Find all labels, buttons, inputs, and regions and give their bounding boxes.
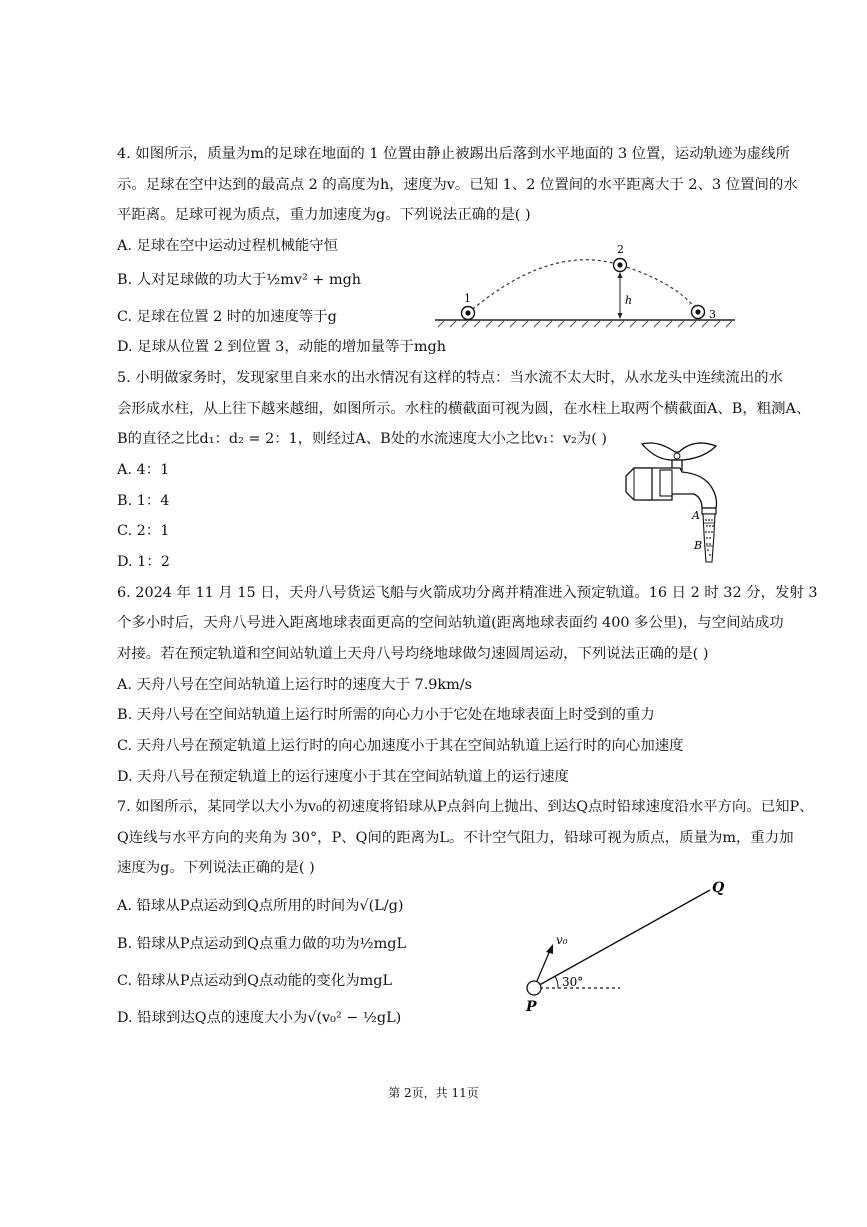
q6-option-b: B. 天舟八号在空间站轨道上运行时所需的向心力小于它处在地球表面上时受到的重力 xyxy=(117,707,655,723)
q7-shot-put-figure xyxy=(520,878,735,1018)
q7-stem-line-3: 速度为g。下列说法正确的是( ) xyxy=(117,860,315,876)
q4-stem-line-1: 4. 如图所示，质量为m的足球在地面的 1 位置由静止被踢出后落到水平地面的 3 位置，运动轨迹为虚线所 xyxy=(117,146,790,162)
ball-position-1 xyxy=(462,307,475,320)
q5-stem-line-1: 5. 小明做家务时，发现家里自来水的出水情况有这样的特点：当水流不太大时，从水龙头中连续流出的水 xyxy=(117,370,783,386)
q7-stem-line-2: Q连线与水平方向的夹角为 30°，P、Q间的距离为L。不计空气阻力，铅球可视为质点，质量为m，重力加 xyxy=(117,830,794,846)
q5-option-d: D. 1：2 xyxy=(117,554,170,570)
ball-position-2 xyxy=(614,259,627,272)
q6-option-a: A. 天舟八号在空间站轨道上运行时的速度大于 7.9km/s xyxy=(117,677,473,693)
q4-option-d: D. 足球从位置 2 到位置 3，动能的增加量等于mgh xyxy=(117,339,446,355)
q6-stem-line-3: 对接。若在预定轨道和空间站轨道上天舟八号均绕地球做匀速圆周运动，下列说法正确的是( ) xyxy=(117,646,709,662)
ball-position-3 xyxy=(692,306,705,319)
q7-option-c: C. 铅球从P点运动到Q点动能的变化为mgL xyxy=(117,973,393,989)
q5-stem-line-2: 会形成水柱，从上往下越来越细，如图所示。水柱的横截面可视为圆，在水柱上取两个横截面A、B，粗测A、 xyxy=(117,401,811,417)
q4-trajectory-figure xyxy=(430,238,740,328)
q5-faucet-figure xyxy=(620,438,732,566)
page-footer: 第 2页，共 11页 xyxy=(388,1086,479,1100)
q7-option-d: D. 铅球到达Q点的速度大小为√(v₀² − ½gL) xyxy=(117,1010,402,1026)
q6-option-c: C. 天舟八号在预定轨道上运行时的向心加速度小于其在空间站轨道上运行时的向心加速度 xyxy=(117,738,684,754)
label-q: Q xyxy=(712,880,725,896)
q4-option-a: A. 足球在空中运动过程机械能守恒 xyxy=(117,238,339,254)
label-angle: 30° xyxy=(562,975,584,989)
q5-option-c: C. 2：1 xyxy=(117,523,170,539)
label-b: B xyxy=(694,539,703,552)
q4-stem-line-3: 平距离。足球可视为质点，重力加速度为g。下列说法正确的是( ) xyxy=(117,207,531,223)
q5-stem-line-3: B的直径之比d₁：d₂ = 2：1，则经过A、B处的水流速度大小之比v₁：v₂为( ) xyxy=(117,431,607,447)
q7-option-b: B. 铅球从P点运动到Q点重力做的功为½mgL xyxy=(117,936,407,952)
q5-option-a: A. 4：1 xyxy=(117,462,170,478)
label-2: 2 xyxy=(617,243,624,256)
label-v0: v₀ xyxy=(556,933,568,947)
label-3: 3 xyxy=(709,308,716,321)
q6-option-d: D. 天舟八号在预定轨道上的运行速度小于其在空间站轨道上的运行速度 xyxy=(117,769,569,785)
label-p: P xyxy=(526,999,537,1015)
q6-stem-line-2: 个多小时后，天舟八号进入距离地球表面更高的空间站轨道(距离地球表面约 400 多公里)，与空间站成功 xyxy=(117,615,784,631)
q7-stem-line-1: 7. 如图所示，某同学以大小为v₀的初速度将铅球从P点斜向上抛出、到达Q点时铅球速度沿水平方向。已知P、 xyxy=(117,799,814,815)
q5-option-b: B. 1：4 xyxy=(117,493,170,509)
q4-option-b: B. 人对足球做的功大于½mv² + mgh xyxy=(117,272,362,288)
label-a: A xyxy=(692,509,700,522)
q7-option-a: A. 铅球从P点运动到Q点所用的时间为√(L/g) xyxy=(117,898,404,914)
label-1: 1 xyxy=(464,292,471,305)
q4-stem-line-2: 示。足球在空中达到的最高点 2 的高度为h，速度为v。已知 1、2 位置间的水平距离大于 2、3 位置间的水 xyxy=(117,177,798,193)
q6-stem-line-1: 6. 2024 年 11 月 15 日，天舟八号货运飞船与火箭成功分离并精准进入预定轨道。16 日 2 时 32 分，发射 3 xyxy=(117,585,818,601)
q4-option-c: C. 足球在位置 2 时的加速度等于g xyxy=(117,309,337,325)
label-h: h xyxy=(625,294,633,307)
